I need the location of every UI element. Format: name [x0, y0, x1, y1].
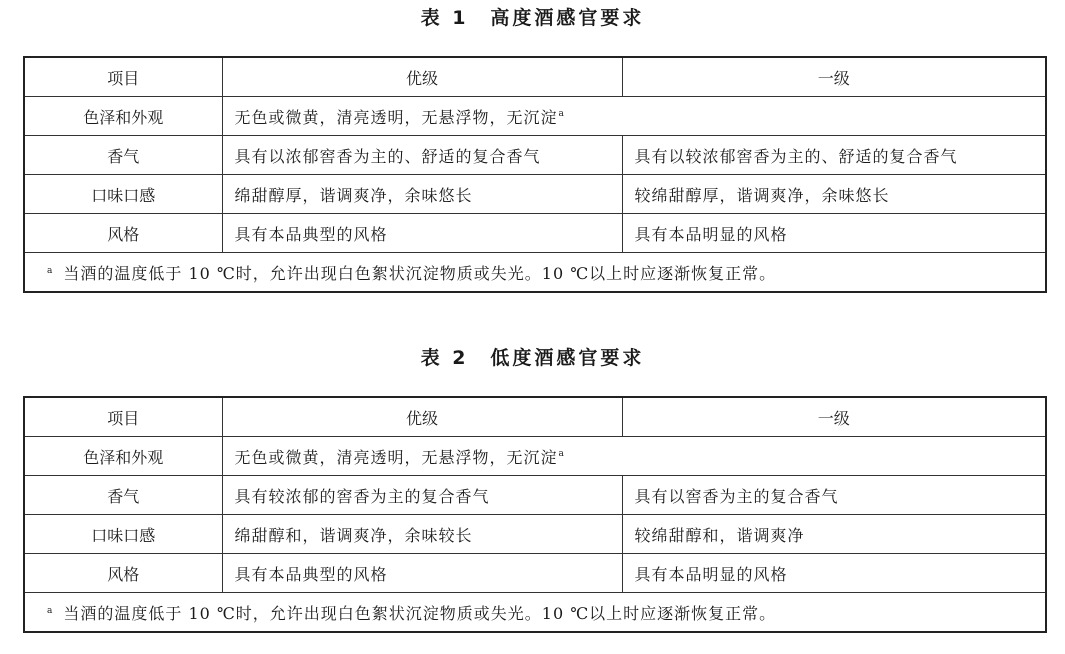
table-header-row [24, 57, 1046, 97]
row-merged-cell [222, 97, 1046, 136]
row-first: 具有本品明显的风格 [622, 554, 1046, 593]
table-row [24, 97, 1046, 136]
row-item: 口味口感 [24, 515, 222, 554]
table-row [24, 476, 1046, 515]
row-first: 具有本品明显的风格 [622, 214, 1046, 253]
row-premium: 具有本品典型的风格 [222, 554, 622, 593]
footnote-text: 当酒的温度低于 10 ℃时，允许出现白色絮状沉淀物质或失光。10 ℃以上时应逐渐恢复正常。 [63, 603, 777, 623]
footnote-cell [24, 593, 1046, 633]
table-row [24, 437, 1046, 476]
cell-text: 无色或微黄，清亮透明，无悬浮物，无沉淀 [234, 107, 558, 127]
table-2-caption: 表 2 低度酒感官要求 [420, 347, 645, 369]
row-premium: 具有较浓郁的窖香为主的复合香气 [222, 476, 622, 515]
row-first: 具有以较浓郁窖香为主的、舒适的复合香气 [622, 136, 1046, 175]
table-1 [23, 56, 1047, 293]
row-premium: 具有以浓郁窖香为主的、舒适的复合香气 [222, 136, 622, 175]
header-first: 一级 [622, 397, 1046, 437]
row-item: 香气 [24, 136, 222, 175]
row-item: 香气 [24, 476, 222, 515]
row-item: 风格 [24, 554, 222, 593]
table-row [24, 515, 1046, 554]
row-first: 较绵甜醇厚，谐调爽净，余味悠长 [622, 175, 1046, 214]
table-row [24, 214, 1046, 253]
table-1-caption: 表 1 高度酒感官要求 [420, 7, 645, 29]
row-item: 色泽和外观 [24, 97, 222, 136]
footnote-mark: a [47, 605, 54, 616]
cell-text: 无色或微黄，清亮透明，无悬浮物，无沉淀 [234, 447, 558, 467]
row-item: 风格 [24, 214, 222, 253]
table-row [24, 554, 1046, 593]
footnote-mark: a [558, 109, 565, 120]
footnote-text: 当酒的温度低于 10 ℃时，允许出现白色絮状沉淀物质或失光。10 ℃以上时应逐渐恢复正常。 [63, 263, 777, 283]
footnote-mark: a [558, 449, 565, 460]
footnote-cell [24, 253, 1046, 293]
row-first: 具有以窖香为主的复合香气 [622, 476, 1046, 515]
header-premium: 优级 [222, 57, 622, 97]
row-item: 色泽和外观 [24, 437, 222, 476]
header-premium: 优级 [222, 397, 622, 437]
row-premium: 绵甜醇厚，谐调爽净，余味悠长 [222, 175, 622, 214]
row-premium: 绵甜醇和，谐调爽净，余味较长 [222, 515, 622, 554]
table-row [24, 175, 1046, 214]
table-header-row [24, 397, 1046, 437]
table-footnote-row [24, 253, 1046, 293]
header-item: 项目 [24, 397, 222, 437]
row-first: 较绵甜醇和，谐调爽净 [622, 515, 1046, 554]
row-premium: 具有本品典型的风格 [222, 214, 622, 253]
table-footnote-row [24, 593, 1046, 633]
table-row [24, 136, 1046, 175]
header-first: 一级 [622, 57, 1046, 97]
header-item: 项目 [24, 57, 222, 97]
row-merged-cell [222, 437, 1046, 476]
footnote-mark: a [47, 265, 54, 276]
row-item: 口味口感 [24, 175, 222, 214]
table-2 [23, 396, 1047, 633]
